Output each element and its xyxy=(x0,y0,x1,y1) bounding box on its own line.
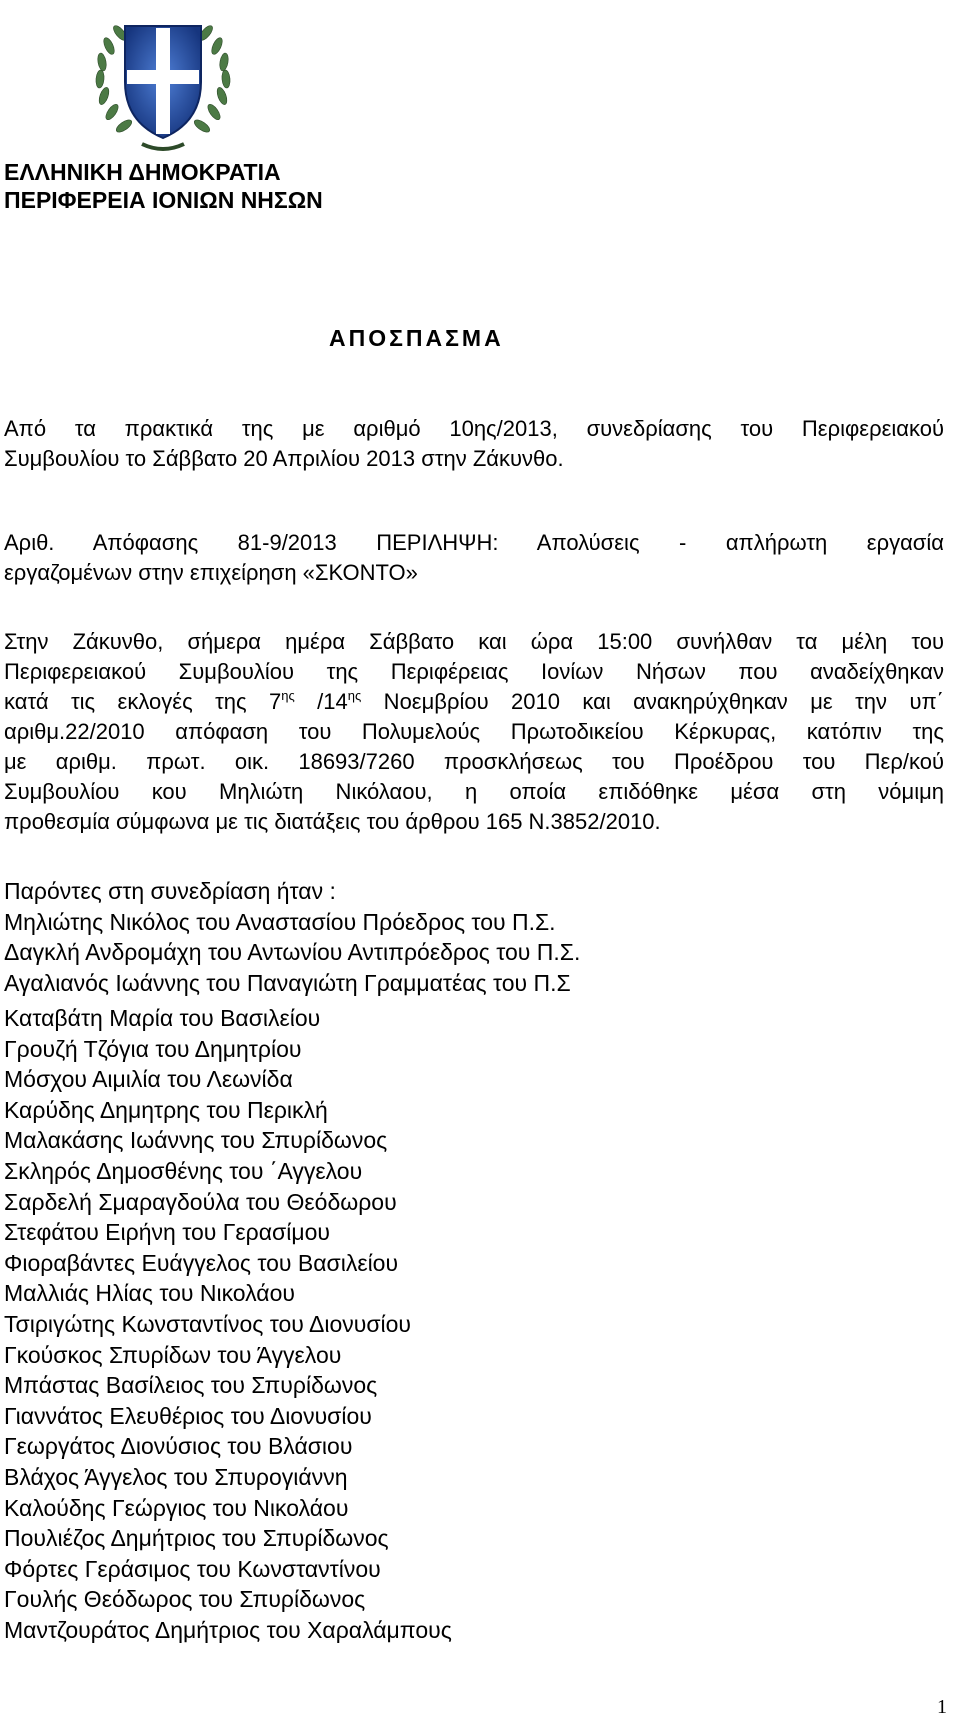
body-line-1: Στην Ζάκυνθο, σήμερα ημέρα Σάββατο και ώρα 15:00 συνήλθαν τα μέλη του xyxy=(4,629,944,654)
body-line-4: αριθμ.22/2010 απόφαση του Πολυμελούς Πρωτοδικείου Κέρκυρας, κατόπιν της xyxy=(4,719,944,744)
list-item: Γουλής Θεόδωρος του Σπυρίδωνος xyxy=(4,1586,366,1613)
list-item: Μαντζουράτος Δημήτριος του Χαραλάμπους xyxy=(4,1616,452,1643)
header-line-1: ΕΛΛΗΝΙΚΗ ΔΗΜΟΚΡΑΤΙΑ xyxy=(4,159,281,185)
body-line-3-part-a: κατά τις εκλογές της 7 xyxy=(4,689,282,714)
list-item: Καταβάτη Μαρία του Βασιλείου xyxy=(4,1005,321,1031)
list-item: Καλούδης Γεώργιος του Νικολάου xyxy=(4,1494,349,1521)
officer-president: Μηλιώτης Νικόλος του Αναστασίου Πρόεδρος του Π.Σ. xyxy=(4,909,556,935)
list-item: Γκούσκος Σπυρίδων του Άγγελου xyxy=(4,1341,342,1368)
list-item: Καρύδης Δημητρης του Περικλή xyxy=(4,1096,328,1123)
officer-vice-president: Δαγκλή Ανδρομάχη του Αντωνίου Αντιπρόεδρος του Π.Σ. xyxy=(4,939,581,965)
page-number: 1 xyxy=(937,1696,947,1718)
body-line-6: Συμβουλίου κου Μηλιώτη Νικόλαου, η οποία επιδόθηκε μέσα στη νόμιμη xyxy=(4,779,944,804)
ordinal-suffix: ης xyxy=(347,688,362,703)
decision-line-2: εργαζομένων στην επιχείρηση «ΣΚΟΝΤΟ» xyxy=(4,560,418,585)
body-line-5: με αριθμ. πρωτ. οικ. 18693/7260 προσκλήσεως του Προέδρου του Περ/κού xyxy=(4,749,944,774)
body-line-3-part-c: Νοεμβρίου 2010 και ανακηρύχθηκαν με την υπ΄ xyxy=(361,689,944,714)
list-item: Φόρτες Γεράσιμος του Κωνσταντίνου xyxy=(4,1555,381,1582)
list-item: Σκληρός Δημοσθένης του ΄Αγγελου xyxy=(4,1157,363,1184)
body-line-7: προθεσμία σύμφωνα με τις διατάξεις του άρθρου 165 Ν.3852/2010. xyxy=(4,809,661,834)
list-item: Πουλιέζος Δημήτριος του Σπυρίδωνος xyxy=(4,1525,389,1552)
intro-line-1: Από τα πρακτικά της με αριθμό 10ης/2013, συνεδρίασης του Περιφερειακού xyxy=(4,416,944,441)
body-line-2: Περιφερειακού Συμβουλίου της Περιφέρειας Ιονίων Νήσων που αναδείχθηκαν xyxy=(4,659,944,684)
ordinal-suffix: ης xyxy=(281,688,295,703)
list-item: Τσιριγώτης Κωνσταντίνος του Διονυσίου xyxy=(4,1310,412,1337)
list-item: Φιοραβάντες Ευάγγελος του Βασιλείου xyxy=(4,1249,399,1276)
body-paragraph xyxy=(4,627,944,837)
list-item: Γρουζή Τζόγια του Δημητρίου xyxy=(4,1035,302,1062)
list-item: Σαρδελή Σμαραγδούλα του Θεόδωρου xyxy=(4,1188,397,1215)
body-line-3 xyxy=(4,687,944,717)
decision-reference xyxy=(4,528,944,588)
document-title: ΑΠΟΣΠΑΣΜΑ xyxy=(329,325,504,351)
header-line-2: ΠΕΡΙΦΕΡΕΙΑ ΙΟΝΙΩΝ ΝΗΣΩΝ xyxy=(4,187,323,213)
list-item: Βλάχος Άγγελος του Σπυρογιάννη xyxy=(4,1463,348,1490)
list-item: Μόσχου Αιμιλία του Λεωνίδα xyxy=(4,1066,293,1093)
greek-emblem-icon xyxy=(82,4,244,160)
decision-line-1: Αριθ. Απόφασης 81-9/2013 ΠΕΡΙΛΗΨΗ: Απολύσεις - απλήρωτη εργασία xyxy=(4,530,944,555)
list-item: Μαλλιάς Ηλίας του Νικολάου xyxy=(4,1280,295,1307)
list-item: Γιαννάτος Ελευθέριος του Διονυσίου xyxy=(4,1402,372,1429)
list-item: Στεφάτου Ειρήνη του Γερασίμου xyxy=(4,1219,330,1246)
attendance-heading: Παρόντες στη συνεδρίαση ήταν : xyxy=(4,878,336,904)
intro-line-2: Συμβουλίου το Σάββατο 20 Απριλίου 2013 στην Ζάκυνθο. xyxy=(4,446,564,471)
intro-paragraph xyxy=(4,414,944,474)
list-item: Γεωργάτος Διονύσιος του Βλάσιου xyxy=(4,1433,353,1460)
members-list xyxy=(4,1003,452,1645)
body-line-3-part-b: /14 xyxy=(294,689,348,714)
list-item: Μπάστας Βασίλειος του Σπυρίδωνος xyxy=(4,1372,378,1399)
list-item: Μαλακάσης Ιωάννης του Σπυρίδωνος xyxy=(4,1127,388,1154)
officer-secretary: Αγαλιανός Ιωάννης του Παναγιώτη Γραμματέας του Π.Σ xyxy=(4,970,571,996)
